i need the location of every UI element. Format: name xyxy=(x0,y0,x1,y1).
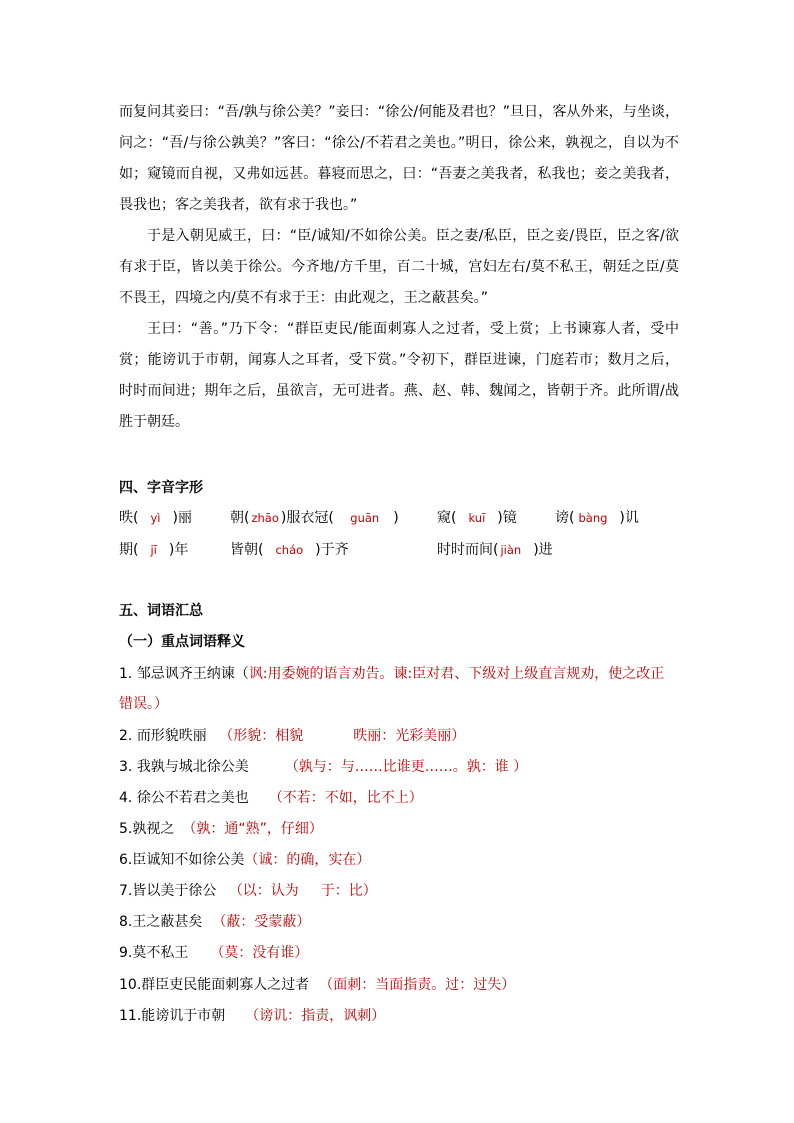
vocab-item-7: 7.皆以美于徐公 （以：认为 于：比） xyxy=(119,883,377,899)
vocab-item-2: 2. 而形貌昳丽 （形貌：相貌 昳丽：光彩美丽） xyxy=(119,728,466,744)
vocab-item-11: 11.能谤讥于市朝 （谤讥：指责，讽刺） xyxy=(119,1008,386,1024)
pronunciation-item: 昳( yì )丽 xyxy=(119,510,192,526)
pronunciation-item: 时时而间( jiàn )进 xyxy=(437,542,553,558)
pronunciation-item: 皆朝( cháo )于齐 xyxy=(230,542,349,558)
vocab-item-10: 10.群臣吏民能面刺寡人之过者 （面刺：当面指责。过：过失） xyxy=(119,977,516,993)
vocab-item-5: 5.孰视之 （孰：通“熟”，仔细） xyxy=(119,821,323,837)
pronunciation-item: 朝( zhāo )服衣冠( guān ) xyxy=(230,510,399,526)
passage-paragraph-2: 于是入朝见威王，曰：“臣/诚知/不如徐公美。臣之妻/私臣，臣之妾/畏臣，臣之客/欲有求于臣，皆以美于徐公。今齐地/方千里，百二十城，宫妇左右/莫不私王，朝廷之臣/莫不畏王，四境之内/莫不有求于王：由此观之，王之蔽甚矣。” xyxy=(119,228,679,306)
passage-paragraph-3: 王曰：“善。”乃下令：“群臣吏民/能面刺寡人之过者，受上赏；上书谏寡人者，受中赏；能谤讥于市朝，闻寡人之耳者，受下赏。”令初下，群臣进谏，门庭若市；数月之后，时时而间进；期年之后，虽欲言，无可进者。燕、赵、韩、魏闻之，皆朝于齐。此所谓/战胜于朝廷。 xyxy=(119,321,679,430)
vocab-item-6: 6.臣诚知不如徐公美（诚：的确，实在） xyxy=(119,852,371,868)
vocab-item-1: 1. 邹忌讽齐王纳谏（讽:用委婉的语言劝告。谏:臣对君、下级对上级直言规劝，使之改正 xyxy=(119,666,665,682)
section-4-title: 四、字音字形 xyxy=(119,480,203,496)
section-5-subtitle: （一）重点词语释义 xyxy=(119,634,245,650)
passage-paragraph-1: 而复问其妾曰：“吾/孰与徐公美？”妾曰：“徐公/何能及君也？”旦日，客从外来，与坐谈，问之：“吾/与徐公孰美？”客曰：“徐公/不若君之美也。”明日，徐公来，孰视之，自以为不如；窥镜而自视，又弗如远甚。暮寝而思之，曰：“吾妻之美我者，私我也；妾之美我者，畏我也；客之美我者，欲有求于我也。” xyxy=(119,104,679,213)
vocab-item-3: 3. 我孰与城北徐公美 （孰与：与……比谁更……。孰：谁 ） xyxy=(119,759,528,775)
pronunciation-item: 谤( bàng )讥 xyxy=(555,510,639,526)
pronunciation-item: 窥( kuī )镜 xyxy=(437,510,517,526)
vocab-item-4: 4. 徐公不若君之美也 （不若：不如，比不上） xyxy=(119,790,423,806)
pronunciation-item: 期( jī )年 xyxy=(119,542,189,558)
section-5-title: 五、词语汇总 xyxy=(119,603,203,619)
vocab-item-9: 9.莫不私王 （莫：没有谁） xyxy=(119,945,309,961)
vocab-item-8: 8.王之蔽甚矣 （蔽：受蒙蔽） xyxy=(119,914,311,930)
vocab-item-1-continued: 错误。） xyxy=(119,696,168,712)
